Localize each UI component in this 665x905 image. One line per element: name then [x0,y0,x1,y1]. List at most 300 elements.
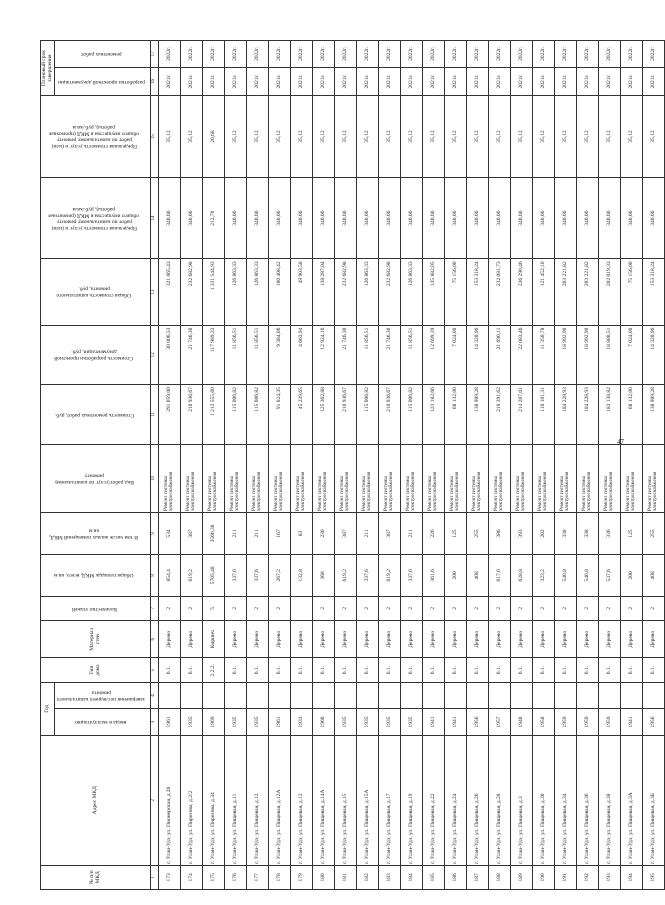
cell-type: 6.1. [576,658,598,682]
cell-n: 173 [158,865,180,889]
cell-y1: 1935 [224,709,246,735]
cell-p1: 340,66 [466,177,488,259]
cell-area: 361,6 [422,554,444,596]
cell-d2: 2022г. [246,41,268,68]
table-row [268,41,290,890]
cell-area: 619,2 [378,554,400,596]
cell-y1: 1935 [334,709,356,735]
cell-y2 [246,682,268,708]
table-row [400,41,422,890]
column-number: 4 [150,682,158,708]
cell-p1: 340,66 [598,177,620,259]
cell-type: 6.1. [488,658,510,682]
cell-p1: 340,66 [312,177,334,259]
header-planned-design: разработки проектной документации [54,67,150,96]
cell-d1: 2021г. [488,67,510,96]
cell-mat: Дерево [466,621,488,658]
cell-area: 408 [642,554,664,596]
cell-y1: 1961 [158,709,180,735]
cell-fl: 2 [334,596,356,620]
cell-addr: г. Улан-Удэ, ул. Пищевая, д.24 [444,735,466,865]
cell-y2 [202,682,224,708]
cell-c3: 75 156,00 [620,259,642,325]
cell-fl: 2 [312,596,334,620]
cell-c1: 210 936,67 [378,385,400,445]
header-num: № п/п МКД [41,865,151,889]
cell-mat: Дерево [246,621,268,658]
table-row [444,41,466,890]
cell-y1: 1941 [620,709,642,735]
cell-y2 [290,682,312,708]
cell-p2: 35,12 [312,96,334,178]
cell-d1: 2021г. [224,67,246,96]
cell-p2: 35,12 [422,96,444,178]
cell-p1: 340,66 [554,177,576,259]
cell-fl: 2 [598,596,620,620]
cell-n: 193 [598,865,620,889]
cell-d2: 2022г. [532,41,554,68]
header-limit-design: Предельная стоимость услуг и (или) работ по капитальному ремонту общего имущества в МКД (проектные работы), руб./кв.м [41,96,151,178]
cell-c3: 126 863,33 [356,259,378,325]
cell-area: 267,2 [268,554,290,596]
cell-y2 [378,682,400,708]
cell-work: Ремонт системы электроснабжения [554,444,576,512]
cell-fl: 2 [246,596,268,620]
cell-type: 6.1. [312,658,334,682]
cell-mat: Дерево [488,621,510,658]
cell-y2 [642,682,664,708]
cell-p2: 35,12 [180,96,202,178]
cell-p1: 340,66 [400,177,422,259]
cell-mat: Дерево [554,621,576,658]
cell-c1: 91 024,35 [268,385,290,445]
cell-p1: 212,70 [202,177,224,259]
cell-n: 192 [576,865,598,889]
cell-c1: 138 989,28 [466,385,488,445]
cell-area: 200 [620,554,642,596]
cell-d2: 2022г. [290,41,312,68]
cell-work: Ремонт системы электроснабжения [334,444,356,512]
column-number: 6 [150,621,158,658]
cell-d2: 2022г. [378,41,400,68]
cell-type: 6.1. [554,658,576,682]
cell-y1: 1935 [400,709,422,735]
cell-d1: 2021г. [246,67,268,96]
cell-type: 6.1. [378,658,400,682]
cell-c2: 11 856,51 [246,325,268,385]
cell-c3: 138 287,04 [312,259,334,325]
cell-area: 537,6 [598,554,620,596]
cell-d1: 2021г. [356,67,378,96]
cell-p1: 340,66 [444,177,466,259]
cell-c1: 110 101,31 [532,385,554,445]
cell-p1: 340,66 [576,177,598,259]
cell-p2: 35,12 [466,96,488,178]
cell-live: 338 [554,512,576,554]
cell-y1: 1941 [422,709,444,735]
cell-d2: 2022г. [202,41,224,68]
column-number: 14 [150,177,158,259]
cell-n: 178 [268,865,290,889]
cell-c2: 12 924,16 [312,325,334,385]
cell-c1: 68 132,00 [444,385,466,445]
cell-area: 540,8 [554,554,576,596]
cell-area: 617,6 [488,554,510,596]
cell-work: Ремонт системы электроснабжения [290,444,312,512]
column-number: 10 [150,444,158,512]
cell-work: Ремонт системы электроснабжения [422,444,444,512]
cell-p2: 20,68 [202,96,224,178]
cell-addr: г. Улан-Удэ, ул. Пищевая, д.36 [576,735,598,865]
cell-y2 [356,682,378,708]
cell-y1: 1957 [488,709,510,735]
cell-p1: 340,66 [334,177,356,259]
cell-c1: 214 207,01 [510,385,532,445]
cell-d1: 2021г. [268,67,290,96]
cell-live: 226 [422,512,444,554]
cell-d1: 2021г. [444,67,466,96]
cell-fl: 2 [180,596,202,620]
cell-p1: 340,66 [642,177,664,259]
cell-d1: 2021г. [532,67,554,96]
cell-c3: 232 682,98 [180,259,202,325]
cell-addr: г. Улан-Удэ, ул. Пищевая, д.15 [334,735,356,865]
cell-c1: 210 391,62 [488,385,510,445]
header-type: Тип дома [41,658,151,682]
cell-p2: 35,12 [598,96,620,178]
cell-mat: Дерево [312,621,334,658]
cell-live: 167 [268,512,290,554]
header-year: Год [41,682,55,735]
cell-c3: 232 081,73 [488,259,510,325]
cell-p1: 340,66 [224,177,246,259]
cell-n: 175 [202,865,224,889]
cell-p2: 35,12 [290,96,312,178]
cell-fl: 2 [268,596,290,620]
cell-y2 [268,682,290,708]
cell-live: 255 [642,512,664,554]
cell-live: 202 [532,512,554,554]
cell-p2: 35,12 [356,96,378,178]
cell-type: 6.1. [400,658,422,682]
cell-n: 188 [488,865,510,889]
cell-d2: 2022г. [488,41,510,68]
cell-y1: 1960 [312,709,334,735]
cell-y2 [510,682,532,708]
cell-y2 [576,682,598,708]
cell-y1: 1961 [268,709,290,735]
cell-fl: 5 [202,596,224,620]
cell-c2: 30 006,53 [158,325,180,385]
cell-p2: 35,12 [620,96,642,178]
cell-c2: 11 856,51 [224,325,246,385]
cell-d1: 2021г. [466,67,488,96]
cell-p2: 35,12 [400,96,422,178]
cell-type: 6.1. [224,658,246,682]
cell-y2 [422,682,444,708]
table-row [202,41,224,890]
column-number: 1 [150,865,158,889]
cell-p2: 35,12 [576,96,598,178]
cell-area: 132,8 [290,554,312,596]
cell-area: 854,4 [158,554,180,596]
cell-addr: г. Улан-Удэ, ул. Пищевая, д.30 [532,735,554,865]
cell-c1: 115 006,82 [400,385,422,445]
cell-y1: 1940 [510,709,532,735]
cell-p2: 35,12 [642,96,664,178]
cell-mat: Дерево [224,621,246,658]
table-row [532,41,554,890]
header-year-built: ввода в эксплуатацию [54,709,150,735]
cell-p1: 340,66 [268,177,290,259]
cell-fl: 2 [510,596,532,620]
cell-d2: 2022г. [576,41,598,68]
cell-y2 [400,682,422,708]
cell-y1: 1959 [576,709,598,735]
cell-mat: Дерево [290,621,312,658]
cell-fl: 2 [620,596,642,620]
cell-c3: 126 863,33 [224,259,246,325]
cell-mat: Дерево [400,621,422,658]
column-number: 16 [150,67,158,96]
cell-p2: 35,12 [510,96,532,178]
cell-c3: 232 682,98 [334,259,356,325]
cell-area: 628,8 [510,554,532,596]
cell-area: 323,2 [532,554,554,596]
header-cost-total: Общая стоимость капитального ремонта, руб. [41,259,151,325]
cell-work: Ремонт системы электроснабжения [202,444,224,512]
cell-fl: 2 [642,596,664,620]
cell-y2 [444,682,466,708]
cell-fl [290,596,312,620]
cell-c1: 1 213 555,60 [202,385,224,445]
cell-work: Ремонт системы электроснабжения [576,444,598,512]
cell-c1: 184 228,93 [576,385,598,445]
cell-y1: 1959 [598,709,620,735]
cell-p2: 35,12 [554,96,576,178]
cell-mat: Кирпич [202,621,224,658]
table-row [312,41,334,890]
header-year-repair: завершения последнего капитального ремонта [54,682,150,708]
cell-live: 255 [466,512,488,554]
cell-live: 125 [444,512,466,554]
column-number: 11 [150,385,158,445]
cell-area: 5705,48 [202,554,224,596]
cell-c1: 184 228,93 [554,385,576,445]
cell-c3: 202 019,33 [598,259,620,325]
cell-d1: 2021г. [202,67,224,96]
cell-n: 185 [422,865,444,889]
cell-p1: 340,66 [290,177,312,259]
cell-fl: 2 [378,596,400,620]
cell-d2: 2022г. [444,41,466,68]
cell-c2: 14 328,96 [642,325,664,385]
cell-n: 191 [554,865,576,889]
cell-d2: 2022г. [466,41,488,68]
cell-work: Ремонт системы электроснабжения [224,444,246,512]
cell-c1: 291 059,00 [158,385,180,445]
cell-addr: г. Улан-Удэ, ул. Пищевая, д.38 [598,735,620,865]
cell-n: 179 [290,865,312,889]
cell-fl: 2 [400,596,422,620]
cell-live: 387 [180,512,202,554]
cell-area: 619,2 [334,554,356,596]
cell-addr: г. Улан-Удэ, ул. Пищевая, д.12 [246,735,268,865]
cell-y2 [180,682,202,708]
cell-fl: 2 [444,596,466,620]
cell-addr: г. Улан-Удэ, ул. Пищевая, д.34 [554,735,576,865]
cell-work: Ремонт системы электроснабжения [510,444,532,512]
table-row [642,41,664,890]
cell-n: 181 [334,865,356,889]
cell-type: 6.1. [180,658,202,682]
cell-fl: 2 [158,596,180,620]
cell-c2: 21 690,11 [488,325,510,385]
column-number: 15 [150,96,158,178]
header-row-1 [41,41,55,890]
cell-c1: 115 006,82 [356,385,378,445]
cell-y1: 1959 [554,709,576,735]
cell-live: 3566,38 [202,512,224,554]
cell-y2 [532,682,554,708]
table-row [598,41,620,890]
cell-p2: 35,12 [444,96,466,178]
cell-c1: 115 006,82 [246,385,268,445]
cell-p1: 340,66 [510,177,532,259]
cell-live: 387 [334,512,356,554]
cell-d1: 2021г. [510,67,532,96]
cell-fl: 2 [576,596,598,620]
cell-live: 386 [488,512,510,554]
header-area-living: В том числе жилых помещений МКД, кв.м [41,512,151,554]
cell-d2: 2022г. [224,41,246,68]
repair-program-table [40,40,665,890]
cell-d1: 2021г. [642,67,664,96]
cell-type: 6.1. [620,658,642,682]
cell-d1: 2021г. [378,67,400,96]
table-row [422,41,444,890]
cell-work: Ремонт системы электроснабжения [400,444,422,512]
cell-addr: г. Улан-Удэ, ул. Пищевая, д.17 [378,735,400,865]
cell-live: 230 [312,512,334,554]
cell-work: Ремонт системы электроснабжения [642,444,664,512]
table-row [224,41,246,890]
column-number: 12 [150,325,158,385]
cell-y2 [598,682,620,708]
cell-work: Ремонт системы электроснабжения [378,444,400,512]
header-planned-repair: ремонтных работ [54,41,150,68]
cell-n: 194 [620,865,642,889]
column-number: 7 [150,596,158,620]
column-number: 9 [150,512,158,554]
cell-y1: 1935 [378,709,400,735]
cell-n: 187 [466,865,488,889]
cell-addr: г. Улан-Удэ, ул. Пищевая, д.22 [422,735,444,865]
cell-mat: Дерево [576,621,598,658]
cell-fl: 2 [466,596,488,620]
cell-live: 83 [290,512,312,554]
table-row [488,41,510,890]
cell-live: 338 [576,512,598,554]
cell-c2: 11 856,51 [400,325,422,385]
cell-addr: г. Улан-Удэ, ул. Пионерская, д.20 [158,735,180,865]
cell-y2 [312,682,334,708]
cell-p1: 340,66 [378,177,400,259]
cell-c2: 22 083,46 [510,325,532,385]
header-material: Материал стен [41,621,151,658]
cell-mat: Дерево [532,621,554,658]
cell-p2: 35,12 [268,96,290,178]
cell-d2: 2022г. [510,41,532,68]
cell-mat: Дерево [378,621,400,658]
cell-c3: 75 156,00 [444,259,466,325]
cell-y2 [158,682,180,708]
cell-live: 211 [246,512,268,554]
cell-fl: 2 [224,596,246,620]
cell-type: 6.1. [642,658,664,682]
cell-c2: 18 992,90 [554,325,576,385]
cell-y1: 1933 [290,709,312,735]
cell-type: 6.1. [444,658,466,682]
cell-d1: 2021г. [334,67,356,96]
cell-addr: г. Улан-Удэ, ул. Пищевая, д.28 [488,735,510,865]
table-row [378,41,400,890]
cell-c3: 203 221,82 [576,259,598,325]
cell-mat: Дерево [642,621,664,658]
table-row [246,41,268,890]
cell-n: 180 [312,865,334,889]
cell-c2: 14 328,96 [466,325,488,385]
cell-c1: 183 138,82 [598,385,620,445]
cell-c1: 138 989,28 [642,385,664,445]
cell-c1: 123 182,66 [422,385,444,445]
table-row [510,41,532,890]
cell-y1: 1956 [466,709,488,735]
cell-d1: 2021г. [290,67,312,96]
cell-p2: 35,12 [378,96,400,178]
cell-d1: 2021г. [620,67,642,96]
cell-type: 6.1. [334,658,356,682]
cell-d2: 2022г. [642,41,664,68]
cell-d2: 2022г. [334,41,356,68]
cell-mat: Дерево [180,621,202,658]
cell-d2: 2022г. [620,41,642,68]
cell-p2: 35,12 [246,96,268,178]
cell-d2: 2022г. [400,41,422,68]
cell-addr: г. Улан-Удэ, ул. Пирогова, д.34 [202,735,224,865]
cell-p1: 340,66 [532,177,554,259]
cell-c2: 7 024,00 [620,325,642,385]
cell-fl: 2 [356,596,378,620]
cell-c1: 115 006,82 [224,385,246,445]
cell-mat: Дерево [444,621,466,658]
cell-live: 211 [356,512,378,554]
cell-work: Ремонт системы электроснабжения [466,444,488,512]
cell-work: Ремонт системы электроснабжения [158,444,180,512]
cell-area: 368 [312,554,334,596]
cell-fl: 2 [532,596,554,620]
cell-c2: 21 746,30 [334,325,356,385]
table-row [158,41,180,890]
cell-live: 125 [620,512,642,554]
column-number: 2 [150,735,158,865]
table-row [554,41,576,890]
cell-live: 534 [158,512,180,554]
cell-n: 186 [444,865,466,889]
cell-d1: 2021г. [554,67,576,96]
cell-n: 176 [224,865,246,889]
cell-c2: 18 880,51 [598,325,620,385]
